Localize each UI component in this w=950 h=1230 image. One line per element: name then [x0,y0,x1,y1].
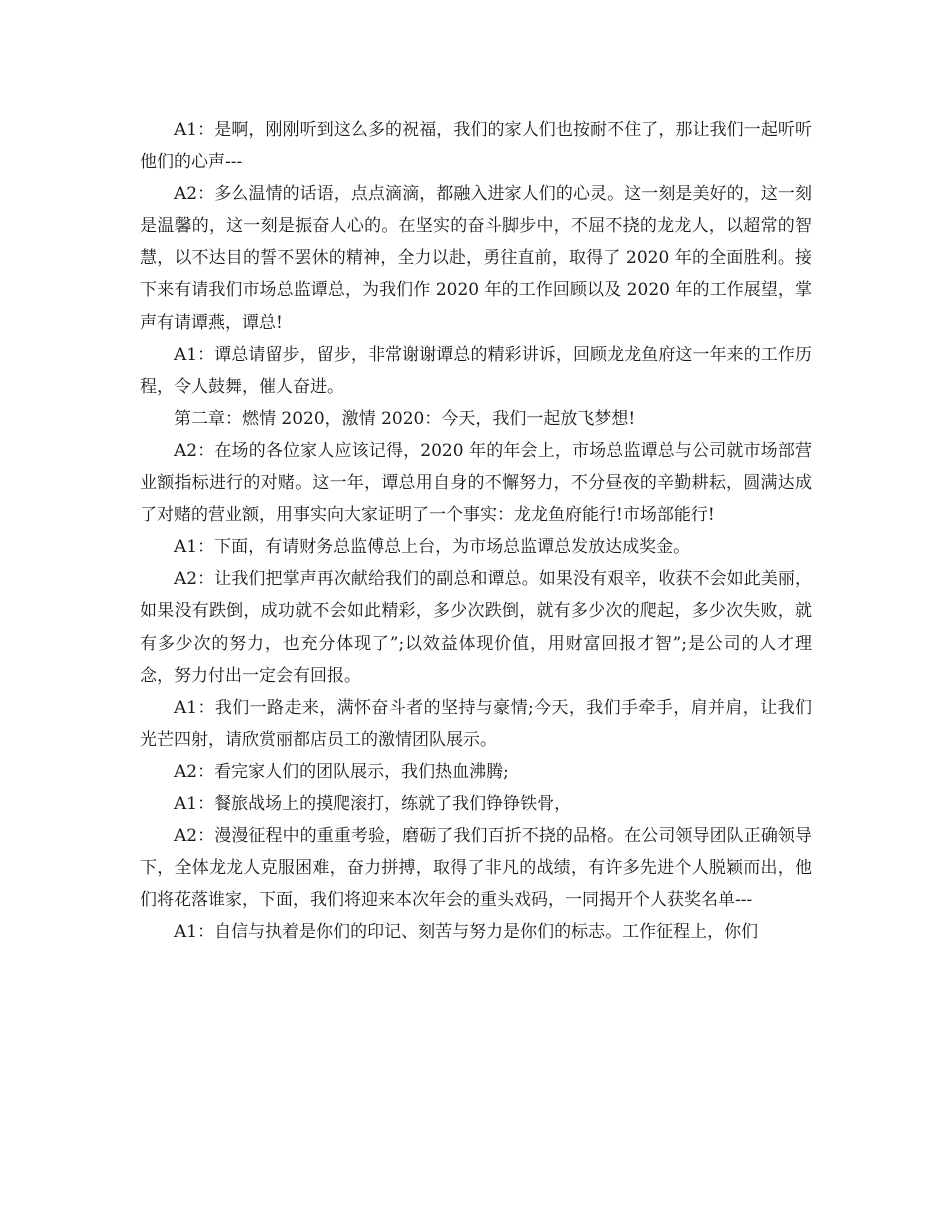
paragraph-10: A1：餐旅战场上的摸爬滚打，练就了我们铮铮铁骨， [174,793,572,814]
paragraph-2: A2：多么温情的话语，点点滴滴，都融入进家人们的心灵。这一刻是美好的，这一刻是温馨的，这一刻是振奋人心的。在坚实的奋斗脚步中，不屈不挠的龙龙人，以超常的智慧，以不达目的誓不罢休的精神，全力以赴，勇往直前，取得了 2020 年的全面胜利。接下来有请我们市场总监谭总，为我们作 2020 年的工作回顾以及 2020 年的工作展望，掌声有请谭燕，谭总! [140,184,812,333]
paragraph-3: A1：谭总请留步，留步，非常谢谢谭总的精彩讲诉，回顾龙龙鱼府这一年来的工作历程，令人鼓舞，催人奋进。 [140,344,812,397]
paragraph-6: A1：下面，有请财务总监傅总上台，为市场总监谭总发放达成奖金。 [174,537,691,558]
paragraph-8: A1：我们一路走来，满怀奋斗者的坚持与豪情;今天，我们手牵手，肩并肩，让我们光芒四射，请欣赏丽都店员工的激情团队展示。 [140,697,812,750]
paragraph-9: A2：看完家人们的团队展示，我们热血沸腾; [174,761,509,782]
paragraph-5: A2：在场的各位家人应该记得，2020 年的年会上，市场总监谭总与公司就市场部营业额指标进行的对赌。这一年，谭总用自身的不懈努力，不分昼夜的辛勤耕耘，圆满达成了对赌的营业额，用事实向大家证明了一个事实：龙龙鱼府能行!市场部能行! [140,440,812,526]
paragraph-12: A1：自信与执着是你们的印记、刻苦与努力是你们的标志。工作征程上，你们 [174,922,759,943]
chapter-heading: 第二章：燃情 2020，激情 2020：今天，我们一起放飞梦想! [174,408,636,429]
document-body [140,114,812,948]
paragraph-11: A2：漫漫征程中的重重考验，磨砺了我们百折不挠的品格。在公司领导团队正确领导下，全体龙龙人克服困难，奋力拼搏，取得了非凡的战绩，有许多先进个人脱颖而出，他们将花落谁家，下面，我们将迎来本次年会的重头戏码，一同揭开个人获奖名单--- [140,826,812,911]
paragraph-1: A1：是啊，刚刚听到这么多的祝福，我们的家人们也按耐不住了，那让我们一起听听他们的心声--- [140,120,812,173]
paragraph-7: A2：让我们把掌声再次献给我们的副总和谭总。如果没有艰辛，收获不会如此美丽，如果没有跌倒，成功就不会如此精彩，多少次跌倒，就有多少次的爬起，多少次失败，就有多少次的努力，也充分体现了”;以效益体现价值，用财富回报才智”;是公司的人才理念，努力付出一定会有回报。 [140,569,812,686]
